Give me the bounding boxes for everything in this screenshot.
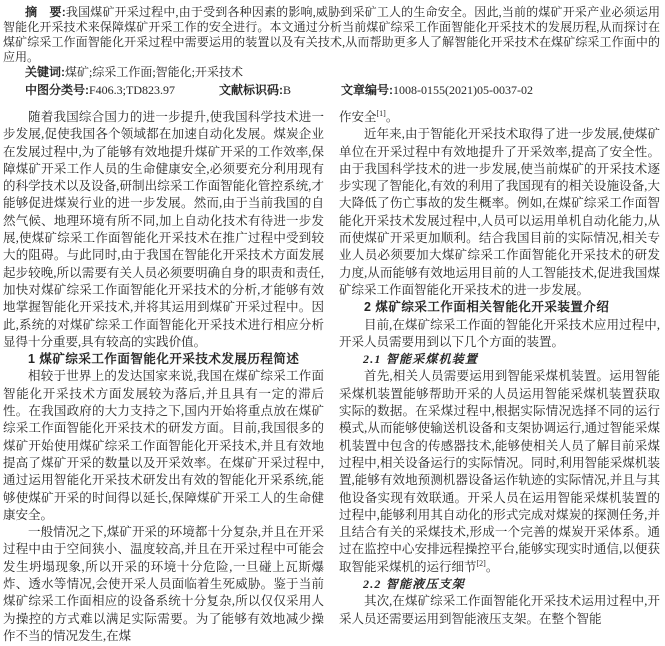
continuation-end: 。 — [385, 110, 399, 124]
clc-item — [25, 83, 175, 98]
clc-label: 中图分类号: — [25, 83, 89, 97]
subsection-heading-2-1: 2.1 智能采煤机装置 — [363, 352, 479, 367]
subsection21-paragraph — [339, 368, 660, 576]
section-heading-1: 1 煤矿综采工作面智能化开采技术发展历程简述 — [28, 352, 300, 367]
doc-code-value: B — [283, 83, 292, 97]
section-heading-2: 2 煤矿综采工作面相关智能化开采装置介绍 — [364, 300, 610, 315]
abstract-text: 我国煤矿开采过程中,由于受到各种因素的影响,威胁到采矿工人的生命安全。因此,当前的煤矿开采产业必须运用智能化开采技术来保障煤矿开采工作的安全进行。本文通过分析当前煤矿综采工作面智能化开采技术的发展历程,从而探讨在煤矿综采工作面智能化开采过程中需要运用的装置以及有关技术,从而帮助更多人了解智能化开采技术在煤矿综采工作面中的应用。 — [3, 5, 660, 64]
keywords-line — [3, 65, 660, 80]
article-no-label: 文章编号: — [341, 83, 394, 97]
subsection21-text: 首先,相关人员需要运用到智能采煤机装置。运用智能采煤机装置能够帮助开采的人员运用智能采煤机装置获取实际的数据。在采煤过程中,根据实际情况选择不同的运行模式,从而能够使输送机设备和支架协调运行,通过智能采煤机装置中包含的传感器技术,能够使相关人员了解目前采煤过程中,相关设备运行的实际情况。同时,利用智能采煤机装置,能够有效地预测机器设备运作轨迹的实际情况,并且与其他设备实现有效联通。开采人员在运用智能采煤机装置的过程中,能够利用其自动化的形式完成对煤炭的探测任务,并且结合有关的采煤技术,形成一个完善的煤炭开采体系。通过在监控中心安排远程操控平台,能够实现实时通信,以便获取智能采煤机的运行细节 — [339, 369, 660, 574]
continuation-text: 作安全 — [339, 110, 377, 124]
intro-paragraph: 随着我国综合国力的进一步提升,使我国科学技术进一步发展,促使我国各个领域都在加速自动化发展。煤炭企业在发展过程中,为了能够有效地提升煤矿开采的工作效率,保障煤矿开采工作人员的生命健康安全,必须要充分利用现有的科学技术以及设备,研制出综采工作面智能化管控系统,才能够促进煤炭行业的进一步发展。然而,由于当前我国的自然气候、地理环境有所不同,加上自动化技术有待进一步发展,使煤矿综采工作面智能化开采技术在推广过程中受到较大的阻碍。与此同时,由于我国在智能化开采技术方面发展起步较晚,所以需要有关人员必须要明确自身的职责和责任,加快对煤矿综采工作面智能化开采技术的分析,才能够有效地掌握智能化开采技术,并将其运用到煤矿开采过程中。因此,系统的对煤矿综采工作面智能化开采技术进行相应分析显得十分重要,具有较高的实践价值。 — [3, 110, 324, 349]
reference-marker-1: [1] — [376, 109, 386, 118]
doc-code-item — [219, 83, 291, 98]
reference-marker-2: [2] — [476, 558, 486, 568]
subsection22-paragraph: 其次,在煤矿综采工作面智能化开采技术运用过程中,开采人员还需要运用到智能液压支架。在整个智能 — [339, 594, 660, 626]
section1-paragraph-2: 一般情况之下,煤矿开采的环境都十分复杂,并且在开采过程中由于空间狭小、温度较高,并且在开采过程中可能会发生坍塌现象,所以开采的环境十分危险,一旦碰上瓦斯爆炸、透水等情况,会使开采人员面临着生死威胁。鉴于当前煤矿综采工作面相应的设备系统十分复杂,所以仅仅采用人为操控的方式难以满足实际需要。为了能够有效地减少操作不当的情况发生,在煤 — [3, 525, 324, 643]
keywords-label: 关键词: — [25, 65, 65, 79]
clc-value: F406.3;TD823.97 — [89, 83, 176, 97]
doc-code-label: 文献标识码: — [219, 83, 284, 97]
continuation-paragraph — [339, 109, 660, 126]
subsection-heading-2-2: 2.2 智能液压支架 — [363, 577, 466, 592]
section1-paragraph-1: 相较于世界上的发达国家来说,我国在煤矿综采工作面智能化开采技术方面发展较为落后,并且具有一定的滞后性。在我国政府的大力支持之下,国内开始将重点放在煤矿综采工作面智能化开采技术的研发方面。目前,我国很多的煤矿开始使用煤矿综采工作面智能化开采技术,并且有效地提高了煤矿开采的数量以及开采效率。在煤矿开采过程中,通过运用智能化开采技术研发出有效的智能化开采系统,能够使煤矿开采的时间得以延长,保障煤矿开采工人的生命健康安全。 — [3, 369, 324, 522]
section2-intro-paragraph: 目前,在煤矿综采工作面的智能化开采技术应用过程中,开采人员需要用到以下几个方面的装置。 — [339, 317, 660, 349]
classification-line — [3, 83, 660, 98]
left-column — [3, 109, 324, 645]
article-no-value: 1008-0155(2021)05-0037-02 — [393, 83, 534, 97]
keywords-text: 煤矿;综采工作面;智能化;开采技术 — [65, 65, 244, 79]
article-no-item — [341, 83, 533, 98]
right-column — [339, 109, 660, 645]
two-column-body — [0, 109, 665, 645]
subsection21-end: 。 — [485, 559, 499, 574]
abstract-block — [3, 5, 660, 65]
paper-header — [0, 0, 665, 98]
section1-paragraph-3: 近年来,由于智能化开采技术取得了进一步发展,使煤矿单位在开采过程中有效地提升了开采效率,提高了安全性。由于我国科学技术的进一步发展,使当前煤矿的开采技术逐步实现了智能化,有效的利用了我国现有的相关设施设备,大大降低了伤亡事故的发生概率。例如,在煤矿综采工作面智能化开采技术发展过程中,人员可以运用单机自动化能力,从而使煤矿开采更加顺利。结合我国目前的实际情况,相关专业人员必须要加大煤矿综采工作面智能化开采技术的研发力度,从而能够有效地运用目前的人工智能技术,促进我国煤矿综采工作面智能化开采技术的进一步发展。 — [339, 127, 660, 297]
abstract-label: 摘 要: — [25, 5, 66, 19]
